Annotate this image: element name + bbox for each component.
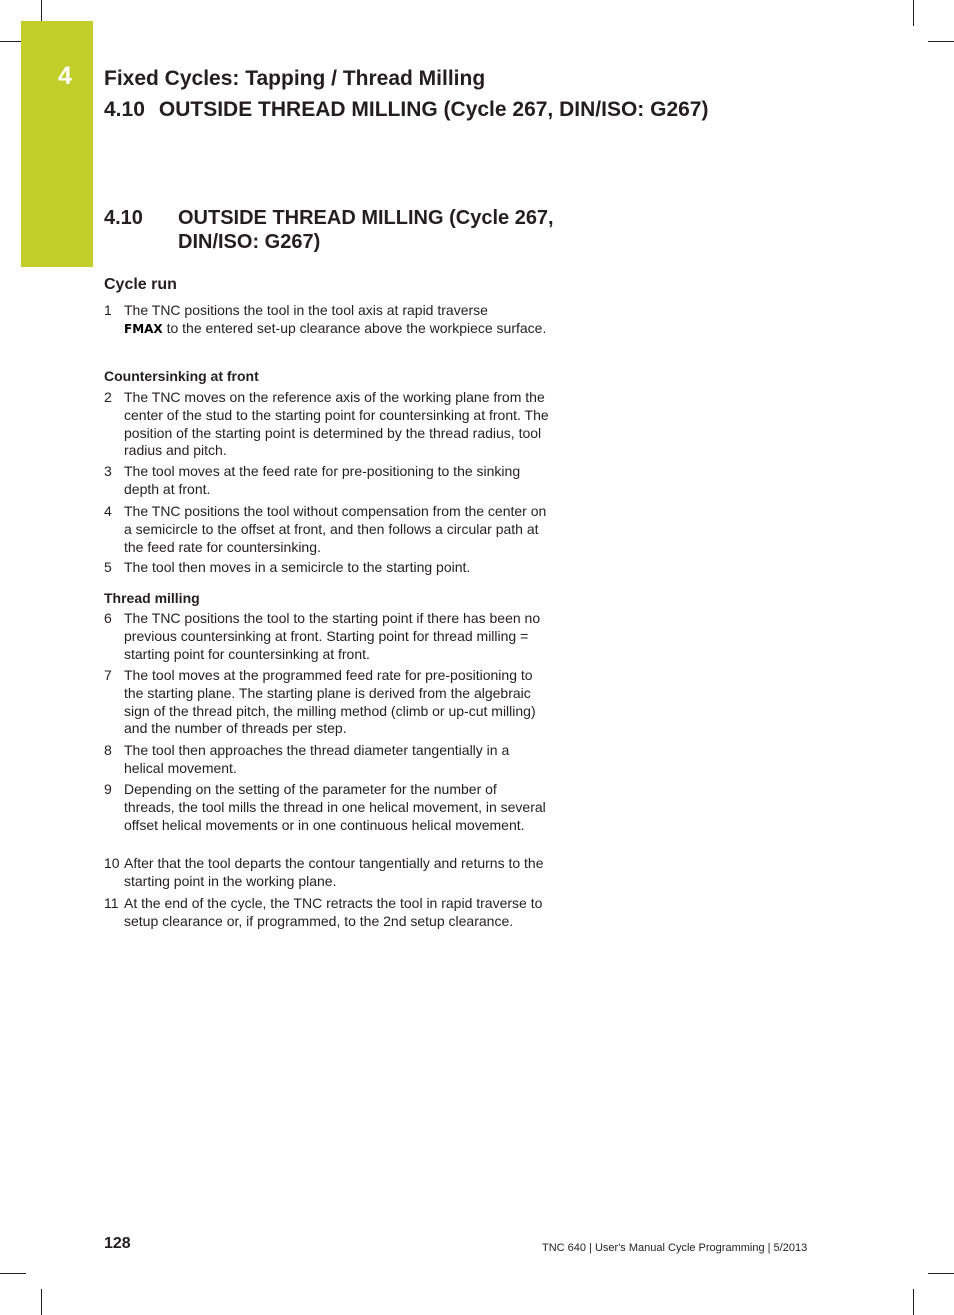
item-text: The TNC moves on the reference axis of the working plane from the center of the stud to the starting point for countersinking at front. The position of the starting point is determined by the thread radius, tool radius and pitch.: [124, 389, 549, 459]
list-item: [104, 855, 550, 891]
running-head-section-title: OUTSIDE THREAD MILLING (Cycle 267, DIN/ISO: G267): [158, 98, 709, 121]
running-head-section: [104, 98, 708, 122]
item-text-part: to the entered set-up clearance above the workpiece surface.: [162, 319, 547, 336]
item-number: 5: [104, 559, 112, 575]
section-title-line1: OUTSIDE THREAD MILLING (Cycle 267,: [178, 207, 554, 229]
thread-milling-heading: Thread milling: [104, 590, 200, 606]
section-title-text: [178, 206, 598, 254]
item-text: The tool then moves in a semicircle to the starting point.: [124, 559, 471, 575]
chapter-tab: [21, 21, 93, 267]
item-text: The tool moves at the programmed feed rate for pre-positioning to the starting plane. The starting plane is derived from the algebraic sign of the thread pitch, the milling method (climb or up-cut milling) and the number of threads per step.: [124, 667, 536, 737]
list-item: [104, 781, 550, 834]
list-item: [104, 742, 550, 778]
item-number: 2: [104, 389, 112, 405]
item-text-part: The TNC positions the tool in the tool axis at rapid traverse: [124, 302, 488, 318]
item-number: 6: [104, 610, 112, 626]
item-text: Depending on the setting of the parameter for the number of threads, the tool mills the thread in one helical movement, in several offset helical movements or in one continuous helical movement.: [124, 781, 546, 833]
list-item: [104, 610, 550, 663]
list-item: [104, 559, 550, 577]
page-number: 128: [104, 1235, 131, 1252]
crop-mark: [928, 41, 954, 42]
list-item: [104, 667, 550, 738]
section-number: 4.10: [104, 207, 143, 229]
running-head-chapter: Fixed Cycles: Tapping / Thread Milling: [104, 67, 486, 90]
item-text: At the end of the cycle, the TNC retracts the tool in rapid traverse to setup clearance or, if programmed, to the 2nd setup clearance.: [124, 895, 543, 929]
crop-mark: [913, 1289, 914, 1315]
list-item: [104, 302, 550, 339]
list-item: [104, 895, 550, 931]
item-number: 4: [104, 503, 112, 519]
section-title-line2: DIN/ISO: G267): [178, 231, 321, 253]
list-item: [104, 503, 550, 556]
item-number: 7: [104, 667, 112, 683]
list-item: [104, 463, 550, 499]
item-text: The tool then approaches the thread diameter tangentially in a helical movement.: [124, 742, 510, 776]
list-item: [104, 389, 550, 460]
item-text: The TNC positions the tool without compensation from the center on a semicircle to the offset at front, and then follows a circular path at the feed rate for countersinking.: [124, 503, 547, 555]
crop-mark: [41, 1289, 42, 1315]
item-text: After that the tool departs the contour tangentially and returns to the starting point in the working plane.: [124, 855, 544, 889]
item-text: The tool moves at the feed rate for pre-positioning to the sinking depth at front.: [124, 463, 521, 497]
item-number: 10: [104, 855, 120, 871]
item-text: [124, 302, 550, 339]
item-number: 9: [104, 781, 112, 797]
item-number: 8: [104, 742, 112, 758]
crop-mark: [928, 1273, 954, 1274]
cycle-run-heading: Cycle run: [104, 276, 177, 293]
running-head-section-number: 4.10: [104, 98, 145, 121]
crop-mark: [0, 1273, 26, 1274]
item-number: 1: [104, 302, 112, 318]
softkey-label: FMAX: [124, 321, 163, 336]
crop-mark: [913, 0, 914, 26]
item-text: The TNC positions the tool to the starting point if there has been no previous countersinking at front. Starting point for thread milling = starting point for countersinking at front.: [124, 610, 541, 662]
countersinking-heading: Countersinking at front: [104, 368, 259, 384]
item-number: 11: [104, 895, 119, 911]
item-number: 3: [104, 463, 112, 479]
chapter-number: 4: [58, 62, 72, 90]
footer-text: TNC 640 | User's Manual Cycle Programming | 5/2013: [542, 1242, 808, 1254]
